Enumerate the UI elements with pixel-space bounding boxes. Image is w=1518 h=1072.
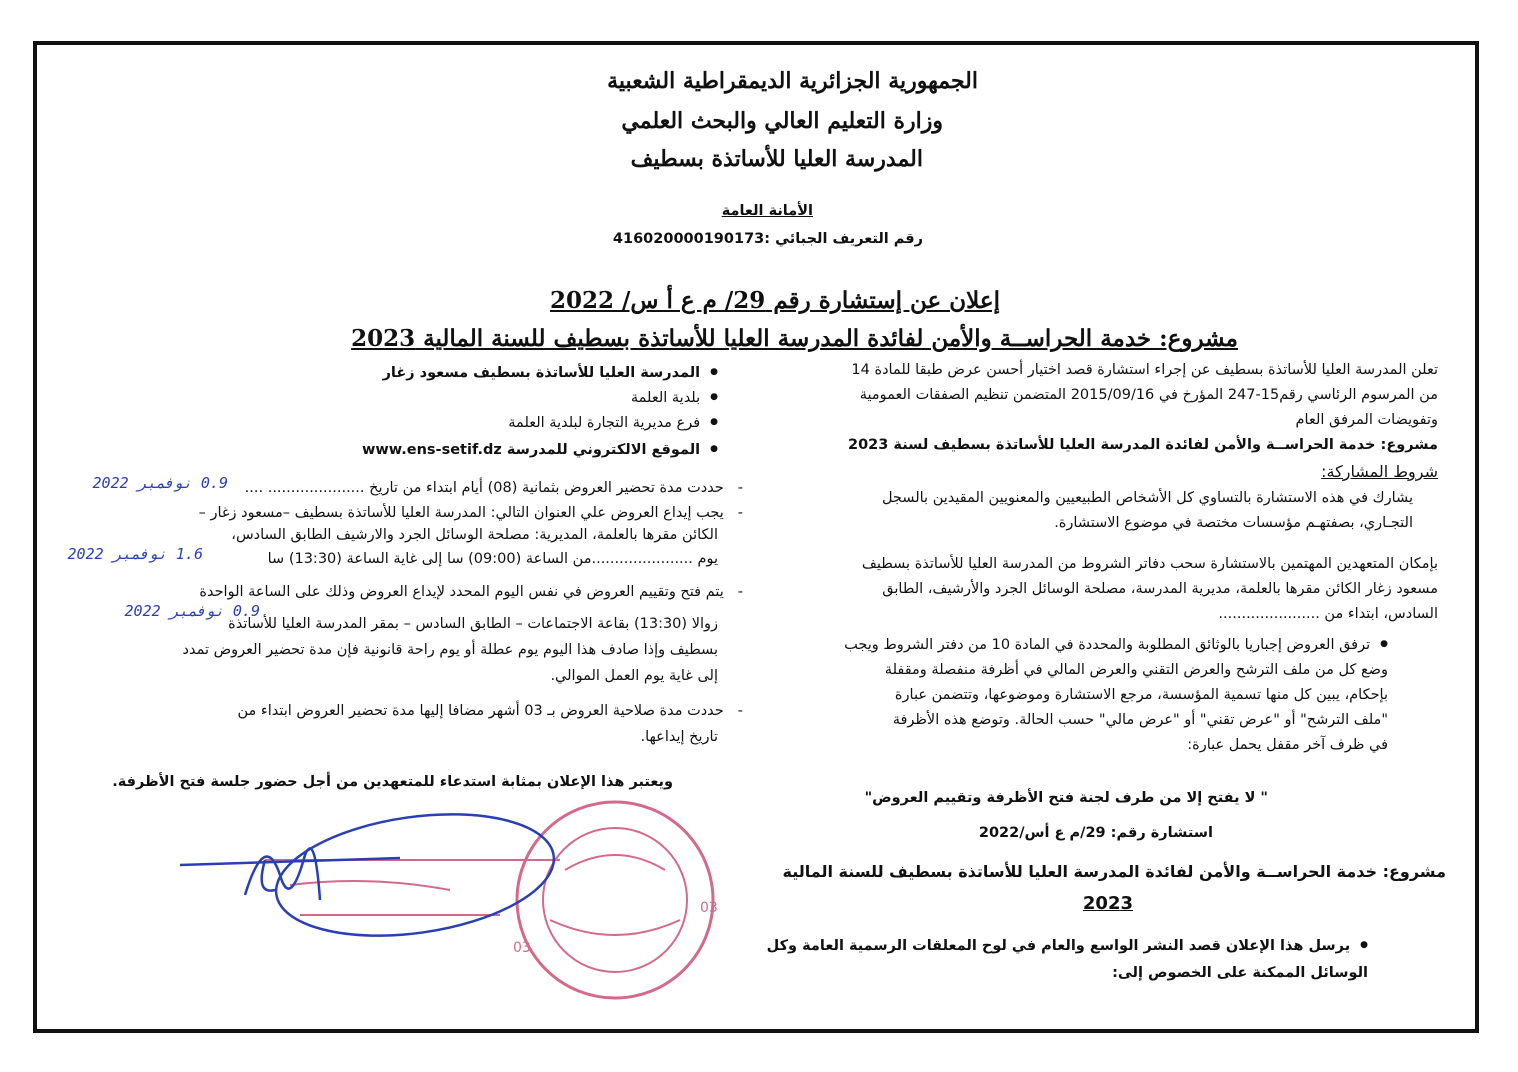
signature-and-stamps bbox=[170, 800, 770, 1040]
deposit-line-2: الكائن مقرها بالعلمة، المديرية: مصلحة الوسائل الجرد والارشيف الطابق السادس، bbox=[231, 527, 718, 543]
svg-text:03: 03 bbox=[700, 900, 718, 916]
conditions-line-1: يشارك في هذه الاستشارة بالتساوي كل الأشخاص الطبيعيين والمعنويين المقيدين بالسجل bbox=[881, 490, 1413, 506]
intro-line-3: وتفويضات المرفق العام bbox=[1295, 412, 1438, 428]
place-school: ● المدرسة العليا للأساتذة بسطيف مسعود زغار bbox=[383, 365, 718, 381]
opening-line-4: إلى غاية يوم العمل الموالي. bbox=[550, 668, 718, 684]
deposit-date-handwritten: 1.6 نوفمبر 2022 bbox=[67, 545, 203, 563]
publish-line-1: ● يرسل هذا الإعلان قصد النشر الواسع والعام في لوح المعلقات الرسمية العامة وكل bbox=[767, 938, 1368, 954]
offers-line-1: ● ترفق العروض إجباريا بالوثائق المطلوبة والمحددة في المادة 10 من دفتر الشروط ويجب bbox=[844, 637, 1388, 653]
validity-line-1: - حددت مدة صلاحية العروض بـ 03 أشهر مضافا إليها مدة تحضير العروض ابتداء من bbox=[238, 703, 744, 719]
offers-line-2: وضع كل من ملف الترشح والعرض التقني والعرض المالي في أظرفة منفصلة ومقفلة bbox=[884, 662, 1388, 678]
opening-line-2: زوالا (13:30) بقاعة الاجتماعات – الطابق السادس – بمقر المدرسة العليا للأساتذة bbox=[228, 616, 718, 632]
conditions-title: شروط المشاركة: bbox=[1321, 462, 1438, 481]
announcement-title: إعلان عن إستشارة رقم 29/ م ع أ س/ 2022 bbox=[550, 287, 1000, 314]
project-2-year: 2023 bbox=[1082, 893, 1133, 914]
announcement-project: مشروع: خدمة الحراســة والأمن لفائدة المدرسة العليا للأساتذة بسطيف للسنة المالية 2023 bbox=[351, 325, 1238, 352]
deposit-line-3: يوم ......................من الساعة (09:00) سا إلى غاية الساعة (13:30) سا bbox=[267, 551, 718, 567]
general-secretariat: الأمانة العامة bbox=[721, 203, 813, 219]
opening-line-1: - يتم فتح وتقييم العروض في نفس اليوم المحدد لإيداع العروض وذلك على الساعة الواحدة bbox=[199, 584, 743, 600]
header-school: المدرسة العليا للأساتذة بسطيف bbox=[630, 146, 923, 172]
withdraw-line-3: السادس، ابتداء من ...................... bbox=[1218, 606, 1438, 622]
publish-line-2: الوسائل الممكنة على الخصوص إلى: bbox=[1112, 965, 1368, 981]
not-open-note: " لا يفتح إلا من طرف لجنة فتح الأظرفة وتقييم العروض" bbox=[864, 790, 1268, 806]
withdraw-line-1: بإمكان المتعهدين المهتمين بالاستشارة سحب دفاتر الشروط من المدرسة العليا للأساتذة بسطيف bbox=[861, 556, 1438, 572]
invitation-note: ويعتبر هذا الإعلان بمثابة استدعاء للمتعهدين من أجل حضور جلسة فتح الأظرفة. bbox=[112, 774, 673, 790]
intro-line-1: تعلن المدرسة العليا للأساتذة بسطيف عن إجراء استشارة قصد اختيار أحسن عرض طبقا للمادة 14 bbox=[851, 362, 1438, 378]
intro-line-2: من المرسوم الرئاسي رقم15-247 المؤرخ في 2015/09/16 المتضمن تنظيم الصفقات العمومية bbox=[859, 387, 1438, 403]
consultation-number: استشارة رقم: 29/م ع أس/2022 bbox=[978, 825, 1213, 841]
place-commerce: ● فرع مديرية التجارة لبلدية العلمة bbox=[508, 415, 718, 431]
offers-line-3: بإحكام، يبين كل منها تسمية المؤسسة، مرجع الاستشارة وموضوعها، وتتضمن عبارة bbox=[894, 687, 1388, 703]
place-municipality: ● بلدية العلمة bbox=[631, 390, 718, 406]
project-2-line: مشروع: خدمة الحراســة والأمن لفائدة المدرسة العليا للأساتذة بسطيف للسنة المالية bbox=[782, 862, 1446, 881]
offers-line-4: "ملف الترشح" أو "عرض تقني" أو "عرض مالي" حسب الحالة. وتوضع هذه الأظرفة bbox=[892, 712, 1388, 728]
withdraw-date-handwritten: 0.9 نوفمبر 2022 bbox=[124, 602, 260, 620]
opening-line-3: بسطيف وإذا صادف هذا اليوم يوم عطلة أو يوم راحة قانونية فإن مدة تحضير العروض تمدد bbox=[182, 642, 718, 658]
prep-period: - حددت مدة تحضير العروض بثمانية (08) أيام ابتداء من تاريخ ..................... .... bbox=[245, 480, 743, 496]
project-line: مشروع: خدمة الحراســة والأمن لفائدة المدرسة العليا للأساتذة بسطيف لسنة 2023 bbox=[848, 437, 1438, 453]
header-ministry: وزارة التعليم العالي والبحث العلمي bbox=[621, 108, 943, 134]
place-website: ● الموقع الالكتروني للمدرسة www.ens-setif.dz bbox=[362, 442, 718, 458]
tax-id: رقم التعريف الجبائي :416020000190173 bbox=[612, 231, 923, 247]
validity-line-2: تاريخ إيداعها. bbox=[640, 729, 718, 745]
prep-date-handwritten: 0.9 نوفمبر 2022 bbox=[92, 474, 228, 492]
signature-icon bbox=[180, 800, 562, 952]
svg-text:03: 03 bbox=[513, 940, 531, 956]
deposit-line-1: - يجب إيداع العروض علي العنوان التالي: المدرسة العليا للأساتذة بسطيف –مسعود زغار – bbox=[199, 505, 743, 521]
withdraw-line-2: مسعود زغار الكائن مقرها بالعلمة، مديرية المدرسة، مصلحة الوسائل الجرد والأرشيف، الطابق bbox=[882, 581, 1438, 597]
offers-line-5: في ظرف آخر مقفل يحمل عبارة: bbox=[1187, 737, 1388, 753]
round-stamp-icon bbox=[513, 802, 718, 998]
conditions-line-2: التجـاري، بصفتهـم مؤسسات مختصة في موضوع الاستشارة. bbox=[1054, 515, 1413, 531]
header-republic: الجمهورية الجزائرية الديمقراطية الشعبية bbox=[607, 68, 978, 94]
